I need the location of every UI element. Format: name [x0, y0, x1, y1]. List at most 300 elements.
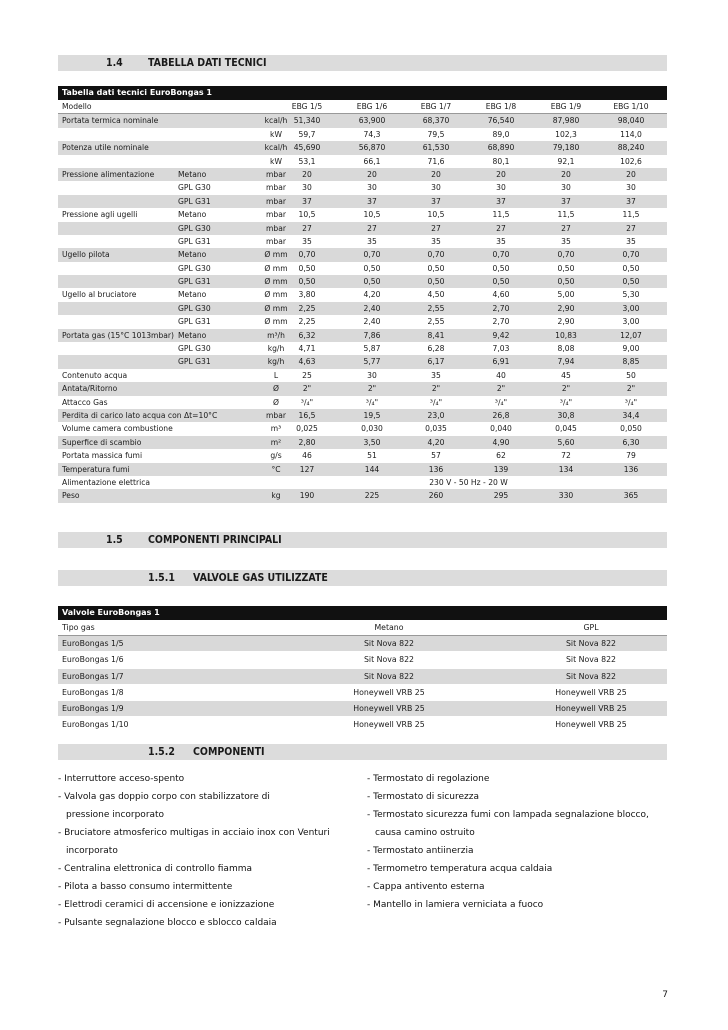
cell-value: 8,85: [622, 357, 640, 367]
cell-value: 0,030: [361, 424, 383, 434]
cell-value: 79,5: [427, 129, 445, 139]
cell-value: 6,17: [427, 357, 445, 367]
cell-value: 6,30: [622, 437, 640, 447]
cell-value: 30: [561, 183, 571, 193]
section-title: TABELLA DATI TECNICI: [148, 57, 267, 69]
row-unit: Ø mm: [264, 250, 288, 260]
row-label: Ugello al bruciatore: [62, 290, 137, 300]
cell-value: 0,050: [620, 424, 642, 434]
table-row: [58, 409, 667, 422]
component-item: pressione incorporato: [66, 810, 165, 820]
cell-value: 20: [302, 169, 312, 179]
header-gpl: GPL: [583, 623, 599, 632]
cell-value: 6,32: [298, 330, 316, 340]
cell-value: 330: [558, 491, 574, 501]
table-row: [58, 315, 667, 328]
row-unit: g/s: [270, 451, 282, 461]
cell-value: 0,50: [492, 277, 510, 287]
cell-value: 0,025: [296, 424, 318, 434]
table-row: [58, 369, 667, 382]
cell-value: 8,08: [557, 344, 575, 354]
cell-value: 87,980: [552, 116, 580, 126]
cell-value: 30: [431, 183, 441, 193]
component-item: - Mantello in lamiera verniciata a fuoco: [367, 900, 544, 910]
cell-value: 30: [302, 183, 312, 193]
cell-value: 30,8: [557, 410, 575, 420]
cell-value: 0,70: [298, 250, 316, 260]
valve-metano: Honeywell VRB 25: [353, 720, 425, 730]
row-unit: L: [273, 370, 279, 380]
cell-value: 35: [431, 370, 441, 380]
cell-value: 4,20: [427, 437, 445, 447]
valve-gpl: Sit Nova 822: [565, 671, 616, 681]
header-label: Tipo gas: [62, 623, 95, 632]
row-label: Perdita di carico lato acqua con Δt=10°C: [62, 410, 218, 420]
row-label: Contenuto acqua: [62, 370, 128, 380]
cell-value: 8,41: [427, 330, 445, 340]
table-header-row: [58, 100, 667, 114]
table-row: [58, 436, 667, 449]
row-sublabel: GPL G30: [178, 344, 211, 354]
table-row: [58, 195, 667, 208]
cell-value: 10,83: [555, 330, 577, 340]
cell-value: 0,70: [427, 250, 445, 260]
cell-value: 2": [367, 384, 377, 394]
cell-value: 16,5: [298, 410, 316, 420]
row-span-value: 230 V - 50 Hz - 20 W: [429, 477, 508, 487]
cell-value: 0,50: [557, 277, 575, 287]
row-sublabel: GPL G30: [178, 263, 211, 273]
cell-value: 61,530: [422, 143, 450, 153]
cell-value: 35: [626, 236, 636, 246]
page-number: 7: [662, 990, 668, 1000]
valve-gpl: Sit Nova 822: [565, 655, 616, 665]
component-item: causa camino ostruito: [375, 828, 475, 838]
cell-value: 0,50: [298, 263, 316, 273]
row-unit: Ø mm: [264, 263, 288, 273]
cell-value: 225: [364, 491, 380, 501]
row-label: Ugello pilota: [62, 250, 110, 260]
cell-value: 0,50: [492, 263, 510, 273]
table-row: [58, 208, 667, 221]
cell-value: 20: [626, 169, 636, 179]
component-item: - Cappa antivento esterna: [367, 882, 485, 892]
header-label: Modello: [62, 102, 92, 111]
component-item: - Valvola gas doppio corpo con stabilizzatore di: [58, 792, 270, 802]
component-item: - Termostato di regolazione: [367, 774, 490, 784]
valve-gpl: Honeywell VRB 25: [555, 720, 627, 730]
cell-value: 127: [299, 464, 315, 474]
cell-value: 6,28: [427, 344, 445, 354]
section-header-1-5-2: [58, 744, 667, 760]
cell-value: 30: [626, 183, 636, 193]
row-sublabel: GPL G31: [178, 357, 211, 367]
row-unit: mbar: [266, 169, 286, 179]
valves-row: [58, 701, 667, 717]
row-unit: m³: [270, 424, 282, 434]
cell-value: 0,50: [298, 277, 316, 287]
cell-value: 2,80: [298, 437, 316, 447]
cell-value: 30: [496, 183, 506, 193]
cell-value: 114,0: [620, 129, 642, 139]
table-row: [58, 168, 667, 181]
cell-value: 23,0: [427, 410, 445, 420]
cell-value: 0,50: [363, 263, 381, 273]
cell-value: 27: [431, 223, 441, 233]
cell-value: 0,70: [363, 250, 381, 260]
component-item: - Bruciatore atmosferico multigas in acciaio inox con Venturi: [58, 828, 330, 838]
cell-value: 27: [561, 223, 571, 233]
cell-value: 3,80: [298, 290, 316, 300]
cell-value: 35: [367, 236, 377, 246]
cell-value: 25: [302, 370, 312, 380]
model-header: EBG 1/9: [550, 102, 582, 111]
row-sublabel: GPL G30: [178, 183, 211, 193]
section-number: 1.5: [106, 534, 123, 546]
component-item: - Pulsante segnalazione blocco e sblocco caldaia: [58, 918, 277, 928]
cell-value: 35: [561, 236, 571, 246]
model-header: EBG 1/10: [613, 102, 649, 111]
component-item: - Termostato antiinerzia: [367, 846, 474, 856]
row-unit: mbar: [266, 183, 286, 193]
table-row: [58, 489, 667, 502]
row-unit: kg/h: [267, 357, 285, 367]
model-header: EBG 1/6: [356, 102, 388, 111]
cell-value: ³/₄": [300, 397, 314, 407]
cell-value: 11,5: [622, 210, 640, 220]
cell-value: 4,20: [363, 290, 381, 300]
section-header-1-5: [58, 532, 667, 548]
cell-value: 4,71: [298, 344, 316, 354]
cell-value: 2": [626, 384, 636, 394]
table-row: [58, 114, 667, 127]
row-sublabel: Metano: [178, 169, 207, 179]
model-header: EBG 1/8: [485, 102, 517, 111]
table-row: [58, 275, 667, 288]
row-unit: mbar: [266, 223, 286, 233]
cell-value: 79: [626, 451, 636, 461]
table-row: [58, 302, 667, 315]
cell-value: 2,40: [363, 303, 381, 313]
table-row: [58, 141, 667, 154]
row-sublabel: Metano: [178, 250, 207, 260]
table-row: [58, 476, 667, 489]
cell-value: 50: [626, 370, 636, 380]
valve-metano: Sit Nova 822: [363, 655, 414, 665]
cell-value: 2,40: [363, 317, 381, 327]
row-unit: Ø: [273, 384, 279, 394]
cell-value: 0,50: [622, 277, 640, 287]
row-unit: Ø: [273, 397, 279, 407]
cell-value: 27: [496, 223, 506, 233]
cell-value: 56,870: [358, 143, 386, 153]
table-row: [58, 181, 667, 194]
cell-value: 295: [493, 491, 509, 501]
cell-value: 0,50: [622, 263, 640, 273]
valves-row: [58, 669, 667, 685]
component-item: - Interruttore acceso-spento: [58, 774, 185, 784]
cell-value: 5,77: [363, 357, 381, 367]
row-unit: m²: [270, 437, 282, 447]
cell-value: 2,70: [492, 317, 510, 327]
cell-value: 45: [561, 370, 571, 380]
row-sublabel: GPL G31: [178, 196, 211, 206]
row-label: Potenza utile nominale: [62, 143, 149, 153]
cell-value: 2,25: [298, 317, 316, 327]
cell-value: 365: [623, 491, 639, 501]
valves-row: [58, 636, 667, 652]
table-title: Tabella dati tecnici EuroBongas 1: [58, 86, 667, 100]
cell-value: 3,00: [622, 303, 640, 313]
cell-value: 98,040: [617, 116, 645, 126]
cell-value: 144: [364, 464, 380, 474]
cell-value: 11,5: [492, 210, 510, 220]
valve-metano: Sit Nova 822: [363, 639, 414, 649]
cell-value: 0,50: [363, 277, 381, 287]
cell-value: 190: [299, 491, 315, 501]
cell-value: 59,7: [298, 129, 316, 139]
cell-value: 74,3: [363, 129, 381, 139]
cell-value: 12,07: [620, 330, 642, 340]
row-label: EuroBongas 1/6: [62, 655, 124, 665]
section-header-1-4: [58, 55, 667, 71]
cell-value: 2,55: [427, 303, 445, 313]
cell-value: 4,90: [492, 437, 510, 447]
cell-value: 37: [496, 196, 506, 206]
row-label: Volume camera combustione: [62, 424, 173, 434]
cell-value: 46: [302, 451, 312, 461]
cell-value: 4,50: [427, 290, 445, 300]
row-label: EuroBongas 1/7: [62, 671, 124, 681]
table-row: [58, 248, 667, 261]
cell-value: ³/₄": [365, 397, 379, 407]
cell-value: 0,50: [557, 263, 575, 273]
cell-value: 63,900: [358, 116, 386, 126]
valves-header-row: [58, 620, 667, 636]
cell-value: 27: [302, 223, 312, 233]
cell-value: 30: [367, 183, 377, 193]
table-row: [58, 222, 667, 235]
cell-value: ³/₄": [429, 397, 443, 407]
cell-value: 79,180: [552, 143, 580, 153]
cell-value: 92,1: [557, 156, 575, 166]
row-unit: kcal/h: [264, 143, 288, 153]
cell-value: 260: [428, 491, 444, 501]
cell-value: 136: [428, 464, 444, 474]
row-unit: Ø mm: [264, 303, 288, 313]
cell-value: 66,1: [363, 156, 381, 166]
table-row: [58, 329, 667, 342]
valves-row: [58, 717, 667, 733]
cell-value: 0,70: [557, 250, 575, 260]
table-row: [58, 155, 667, 168]
row-unit: mbar: [266, 210, 286, 220]
row-sublabel: GPL G30: [178, 223, 211, 233]
cell-value: 3,00: [622, 317, 640, 327]
cell-value: 35: [496, 236, 506, 246]
row-sublabel: Metano: [178, 290, 207, 300]
cell-value: 9,42: [492, 330, 510, 340]
table-row: [58, 396, 667, 409]
cell-value: 5,30: [622, 290, 640, 300]
cell-value: 0,040: [490, 424, 512, 434]
cell-value: 5,00: [557, 290, 575, 300]
valves-row: [58, 685, 667, 701]
cell-value: 10,5: [298, 210, 316, 220]
technical-data-table: [58, 100, 667, 503]
row-label: Peso: [62, 491, 80, 501]
component-item: - Centralina elettronica di controllo fiamma: [58, 864, 253, 874]
component-item: incorporato: [66, 846, 118, 856]
row-sublabel: GPL G31: [178, 317, 211, 327]
row-label: EuroBongas 1/9: [62, 703, 124, 713]
cell-value: 19,5: [363, 410, 381, 420]
cell-value: 5,60: [557, 437, 575, 447]
component-item: - Termometro temperatura acqua caldaia: [367, 864, 553, 874]
cell-value: 9,00: [622, 344, 640, 354]
component-item: - Elettrodi ceramici di accensione e ionizzazione: [58, 900, 275, 910]
cell-value: 34,4: [622, 410, 640, 420]
cell-value: 40: [496, 370, 506, 380]
cell-value: 57: [431, 451, 441, 461]
row-unit: °C: [271, 464, 281, 474]
valve-gpl: Honeywell VRB 25: [555, 687, 627, 697]
row-unit: Ø mm: [264, 277, 288, 287]
cell-value: 68,370: [422, 116, 450, 126]
cell-value: 4,60: [492, 290, 510, 300]
component-item: - Termostato di sicurezza: [367, 792, 479, 802]
cell-value: 7,03: [492, 344, 510, 354]
row-unit: kcal/h: [264, 116, 288, 126]
row-unit: m³/h: [267, 330, 285, 340]
cell-value: ³/₄": [624, 397, 638, 407]
cell-value: 71,6: [427, 156, 445, 166]
cell-value: ³/₄": [494, 397, 508, 407]
cell-value: 68,890: [487, 143, 515, 153]
cell-value: 2,25: [298, 303, 316, 313]
valves-table-title: Valvole EuroBongas 1: [58, 606, 667, 620]
section-title: COMPONENTI PRINCIPALI: [148, 534, 282, 546]
cell-value: 6,91: [492, 357, 510, 367]
table-row: [58, 235, 667, 248]
cell-value: 35: [431, 236, 441, 246]
cell-value: 0,035: [425, 424, 447, 434]
model-header: EBG 1/5: [291, 102, 323, 111]
cell-value: 0,70: [492, 250, 510, 260]
cell-value: 37: [626, 196, 636, 206]
row-unit: kW: [270, 156, 282, 166]
cell-value: 20: [561, 169, 571, 179]
row-label: Temperatura fumi: [62, 464, 130, 474]
table-row: [58, 262, 667, 275]
cell-value: 88,240: [617, 143, 645, 153]
valves-table: [58, 620, 667, 733]
cell-value: 26,8: [492, 410, 510, 420]
row-label: Attacco Gas: [62, 397, 108, 407]
row-unit: Ø mm: [264, 290, 288, 300]
cell-value: 51,340: [293, 116, 321, 126]
cell-value: 0,045: [555, 424, 577, 434]
row-label: EuroBongas 1/8: [62, 687, 124, 697]
cell-value: 0,50: [427, 263, 445, 273]
cell-value: 5,87: [363, 344, 381, 354]
component-item: - Pilota a basso consumo intermittente: [58, 882, 233, 892]
model-header: EBG 1/7: [420, 102, 452, 111]
row-unit: mbar: [266, 410, 286, 420]
cell-value: ³/₄": [559, 397, 573, 407]
cell-value: 27: [626, 223, 636, 233]
cell-value: 4,63: [298, 357, 316, 367]
cell-value: 3,50: [363, 437, 381, 447]
cell-value: 76,540: [487, 116, 515, 126]
valve-gpl: Sit Nova 822: [565, 639, 616, 649]
cell-value: 80,1: [492, 156, 510, 166]
table-row: [58, 382, 667, 395]
valves-row: [58, 652, 667, 668]
row-sublabel: GPL G30: [178, 303, 211, 313]
cell-value: 37: [302, 196, 312, 206]
cell-value: 2": [561, 384, 571, 394]
row-sublabel: GPL G31: [178, 236, 211, 246]
cell-value: 10,5: [363, 210, 381, 220]
row-unit: Ø mm: [264, 317, 288, 327]
section-header-1-5-1: [58, 570, 667, 586]
row-unit: kg: [271, 491, 281, 501]
row-label: EuroBongas 1/10: [62, 720, 129, 730]
cell-value: 53,1: [298, 156, 316, 166]
valve-gpl: Honeywell VRB 25: [555, 703, 627, 713]
cell-value: 2": [496, 384, 506, 394]
cell-value: 35: [302, 236, 312, 246]
section-number: 1.5.2: [148, 746, 175, 758]
table-row: [58, 128, 667, 141]
row-unit: kg/h: [267, 344, 285, 354]
table-row: [58, 342, 667, 355]
cell-value: 0,70: [622, 250, 640, 260]
cell-value: 134: [558, 464, 574, 474]
cell-value: 37: [367, 196, 377, 206]
row-label: Antata/Ritorno: [62, 384, 118, 394]
row-sublabel: Metano: [178, 210, 207, 220]
cell-value: 2,90: [557, 303, 575, 313]
cell-value: 30: [367, 370, 377, 380]
table-row: [58, 355, 667, 368]
cell-value: 27: [367, 223, 377, 233]
cell-value: 0,50: [427, 277, 445, 287]
row-unit: mbar: [266, 196, 286, 206]
table-row: [58, 463, 667, 476]
row-label: Portata massica fumi: [62, 451, 143, 461]
cell-value: 51: [367, 451, 377, 461]
cell-value: 7,86: [363, 330, 381, 340]
section-title: COMPONENTI: [193, 746, 265, 758]
valve-metano: Honeywell VRB 25: [353, 703, 425, 713]
table-row: [58, 422, 667, 435]
valve-metano: Sit Nova 822: [363, 671, 414, 681]
cell-value: 11,5: [557, 210, 575, 220]
cell-value: 37: [561, 196, 571, 206]
cell-value: 10,5: [427, 210, 445, 220]
row-label: Alimentazione elettrica: [62, 477, 151, 487]
header-metano: Metano: [374, 623, 404, 632]
table-row: [58, 288, 667, 301]
cell-value: 139: [493, 464, 509, 474]
section-number: 1.5.1: [148, 572, 175, 584]
row-label: Superfice di scambio: [62, 437, 142, 447]
cell-value: 37: [431, 196, 441, 206]
cell-value: 45,690: [293, 143, 321, 153]
cell-value: 72: [561, 451, 571, 461]
